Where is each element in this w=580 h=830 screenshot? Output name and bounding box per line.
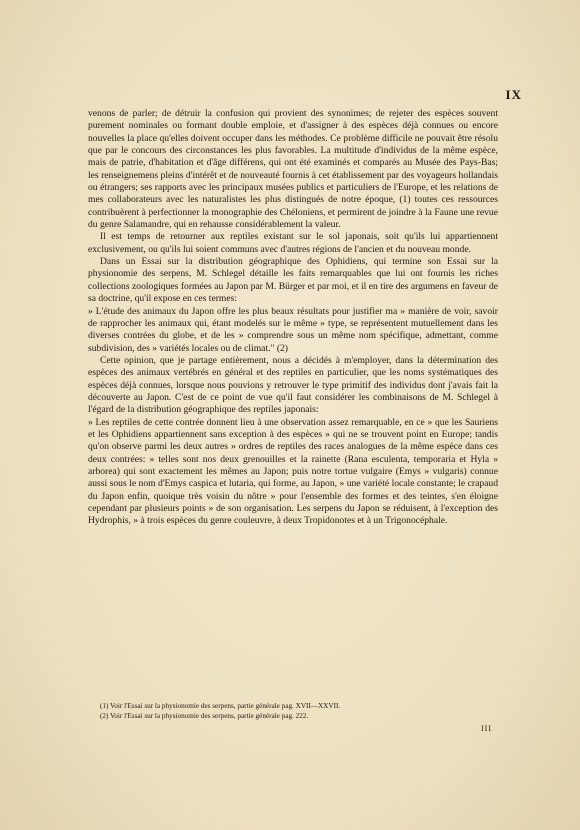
printer-signature-mark: III [481,724,492,733]
paragraph-ophidians-essay: Dans un Essai sur la distribution géographique des Ophidiens, qui termine son Essai sur la physionomie des serpens, M. Schlegel détaille les faits remarquables que lui ont fournis les riches collections zoologiques formées au Japon par M. Bürger et par moi, et il en tire des argumens en faveur de sa doctrine, qu'il expose en ces termes: [88,256,498,305]
quote-schlegel-2: » Les reptiles de cette contrée donnent lieu à une observation assez remarquable, en ce » que les Sauriens et les Ophidiens appartiennent sans exception à des espèces » qui ne se trouvent point en Europe; tandis qu'on observe parmi les deux autres » ordres de reptiles des races analogues de la même espèce dans ces deux contrées: » telles sont nos deux grenouilles et la rainette (Rana esculenta, temporaria et Hyla » arborea) qui sont exactement les mêmes au Japon; puis notre tortue vulgaire (Emys » vulgaris) connue aussi sous le nom d'Emys caspica et lutaria, qui forme, au Japon, » une variété locale constante; le crapaud du Japon enfin, quoique très voisin du nôtre » pour l'ensemble des formes et des teintes, s'en éloigne cependant par plusieurs points » de son organisation. Les serpens du Japon se réduisent, à l'exception des Hydrophis, » à trois espèces du genre couleuvre, à deux Tropidonotes et à un Trigonocéphale. [88,416,498,527]
footnotes [100,701,480,721]
footnote-1: (1) Voir l'Essai sur la physionomie des serpens, partie générale pag. XVII—XXVII. [100,702,341,710]
footnote-2: (2) Voir l'Essai sur la physionomie des serpens, partie générale pag. 222. [100,712,309,720]
body-text [88,108,498,528]
quote-schlegel-1: » L'étude des animaux du Japon offre les plus beaux résultats pour justifier ma » manière de voir, savoir de rapprocher les animaux qui, étant modelés sur le même » type, se représentent mutuellement dans les diverses contrées du globe, et de les » comprendre sous un même nom spécifique, admettant, comme subdivision, des » variétés locales ou de climat." (2) [88,305,498,354]
page-number: IX [505,87,522,102]
paragraph-continuation: venons de parler; de détruir la confusion qui provient des synonimes; de rejeter des espèces souvent purement nominales ou formant double emploie, et d'assigner à des espèces déjà connues ou encore nouvelles la place qu'elles doivent occuper dans les méthodes. Ce problème difficile ne pouvait être résolu que par le concours des circonstances les plus favorables. La multitude d'individus de la même espèce, mais de patrie, d'habitation et d'âge différens, qui ont été examinés et comparés au Musée des Pays-Bas; les renseignemens pleins d'intérêt et de nouveauté fournis à cet établissement par des voyageurs hollandais ou étrangers; ses rapports avec les principaux musées publics et particuliers de l'Europe, et les relations de mes collaborateurs avec les naturalistes les plus distingués de notre époque, (1) toutes ces ressources contribuèrent à perfectionner la monographie des Chéloniens, et permirent de joindre à la Faune une revue du genre Salamandre, qui en rehausse considérablement la valeur. [88,108,498,231]
paragraph-japanese-reptiles: Il est temps de retourner aux reptiles existant sur le sol japonais, soit qu'ils lui appartiennent exclusivement, ou qu'ils lui soient communs avec d'autres régions de l'ancien et du nouveau monde. [88,231,498,255]
paragraph-opinion: Cette opinion, que je partage entièrement, nous a décidés à m'employer, dans la détermination des espèces des animaux vertébrés en général et des reptiles en particulier, que les noms systématiques des espèces déjà connues, lorsque nous pouvions y retrouver le type primitif des individus dont j'avais fait la découverte au Japon. C'est de ce point de vue qu'il faut considérer les combinaisons de M. Schlegel à l'égard de la distribution géographique des reptiles japonais: [88,354,498,416]
